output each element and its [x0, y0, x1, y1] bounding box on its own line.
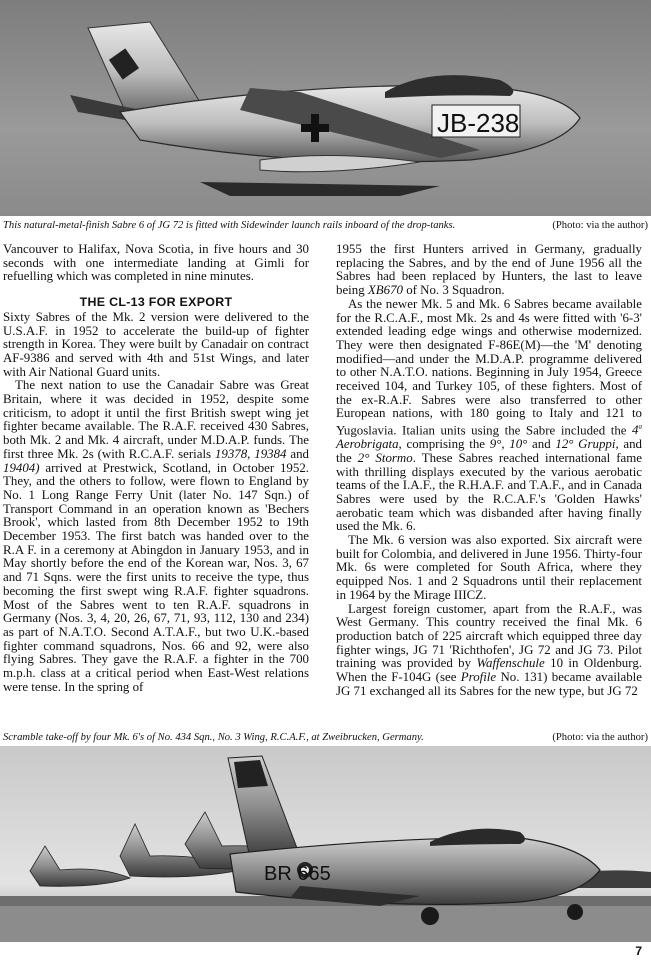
right-p2-text-b: , comprising the: [398, 437, 490, 452]
left-p3-text-a: The next nation to use the Canadair Sabre was Great Britain, where it was decided in 1952, despite some criticism, to adopt it until the first British swept wing jet fighter became available. The R.A.F. received 430 Sabres, both Mk. 2 and Mk. 4 aircraft, under M.D.A.P. funds. The first three Mk. 2s (with R.C.A.F. serials: [3, 378, 309, 461]
right-text-column: [336, 243, 642, 699]
right-paragraph-1: [336, 243, 642, 298]
bottom-aircraft-code: BR 665: [264, 863, 331, 885]
aerobrigata-name: Aerobrigata: [336, 437, 399, 452]
gruppo-1: 9°: [489, 437, 502, 452]
right-p2-text-a: As the newer Mk. 5 and Mk. 6 Sabres became available for the R.C.A.F., most Mk. 2s and 4s were fitted with '6-3' extended leading edge wings and otherwise modernized. They were then designated F-86E(M)—the 'M' denoting modified—and under the M.D.A.P. programme delivered to other N.A.T.O. nations. Beginning in July 1954, Greece received 104, and Turkey 105, of these fighters. Most of the ex-R.A.F. Sabres were also transferred to other European nations, with 180 going to Italy and 121 to Yugoslavia. Italian units using the Sabre included the: [336, 296, 642, 438]
top-aircraft-code: JB-238: [437, 108, 520, 138]
gruppo-separator-3: , and the: [336, 437, 643, 465]
right-paragraph-4: [336, 603, 642, 699]
bottom-caption-text: Scramble take-off by four Mk. 6's of No. 434 Sqn., No. 3 Wing, R.C.A.F., at Zweibrucken, Germany.: [3, 732, 424, 743]
profile-reference: Profile: [460, 670, 497, 685]
scramble-takeoff-illustration: [0, 746, 651, 942]
top-photo-sabre-jg72: [0, 0, 651, 216]
gruppo-2: 10°: [509, 437, 528, 452]
right-p1-text-a: 1955 the first Hunters arrived in Germany, gradually replacing the Sabres, and by the end of June 1956 all the Sabres had been replaced by Hunters, the last to leave being: [336, 242, 642, 298]
section-heading: THE CL-13 FOR EXPORT: [79, 295, 233, 310]
left-paragraph-3: [3, 379, 309, 694]
right-p4-text-c: No. 131) became available JG 71 exchanged all its Sabres for the new type, but JG 72: [336, 670, 642, 698]
gruppo-3: 12° Gruppi: [555, 437, 616, 452]
gruppo-separator-1: ,: [501, 437, 510, 452]
right-p1-text-b: of No. 3 Squadron.: [402, 283, 505, 298]
gruppo-separator-2: and: [527, 437, 556, 452]
left-paragraph-1: Vancouver to Halifax, Nova Scotia, in five hours and 30 seconds with one intermediate landing at Gimli for refuelling which was completed in nine minutes.: [3, 242, 309, 284]
right-paragraph-2: [336, 298, 642, 534]
serial-separator-1: ,: [247, 446, 255, 461]
last-sabre-serial: XB670: [367, 283, 403, 298]
right-p2-text-c: . These Sabres reached international fame with thrilling displays executed by the various aerobatic teams of the I.A.F., the R.H.A.F. and T.A.F., and in Canada Sabres were used by the R.C.A.F.'s 'Golden Hawks' aerobatic team which was disbanded after having finally used the Mk. 6.: [336, 450, 642, 534]
right-p4-text-b: 10 in Oldenburg. When the F-104G (see: [336, 656, 642, 685]
top-photo-caption: [3, 219, 648, 232]
right-paragraph-3: The Mk. 6 version was also exported. Six aircraft were built for Colombia, and delivered in June 1956. Thirty-four Mk. 6s were completed for South Africa, where they equipped Nos. 1 and 2 Squadrons until their replacement in 1964 by the Mirage IIICZ.: [336, 533, 642, 602]
top-caption-credit: (Photo: via the author): [552, 220, 648, 231]
top-caption-text: This natural-metal-finish Sabre 6 of JG 72 is fitted with Sidewinder launch rails inboard of the drop-tanks.: [3, 220, 456, 231]
raf-serial-2: 19384: [254, 446, 287, 461]
left-p3-text-b: arrived at Prestwick, Scotland, in October 1952. They, and the others to follow, were flown to England by No. 1 Long Range Ferry Unit (later No. 147 Sqn.) of Transport Command in an operation known as 'Bechers Brook', which lasted from 8th December 1952 to 19th December 1953. The first batch was handed over to the R.A F. in a ceremony at Abingdon in January 1953, and in May shortly before the end of the Korean war, Nos. 3, 67 and 71 Sqns. were the first units to receive the type, thus becoming the first swept wing R.A.F. fighter squadrons. Most of the Sabres went to ten R.A.F. squadrons in Germany (Nos. 3, 4, 20, 26, 67, 71, 93, 112, 130 and 234) as part of N.A.T.O. Second A.T.A.F., but two U.K.-based fighter command squadrons, Nos. 66 and 92, were also flying Sabres. They gave the R.A.F. a fighter in the 700 m.p.h. class at a critical period when East-West relations were tense. In the spring of: [3, 460, 309, 694]
raf-serial-3: 19404): [3, 460, 40, 475]
aerobrigata-superscript: a: [638, 423, 642, 432]
page-number: 7: [635, 944, 642, 958]
sabre-jg72-illustration: [0, 0, 651, 216]
raf-serial-1: 19378: [214, 446, 248, 461]
aerobrigata-number: 4: [632, 423, 639, 438]
right-p4-text-a: Largest foreign customer, apart from the R.A.F., was West Germany. This country received the final Mk. 6 production batch of 225 aircraft which equipped three day fighter wings, JG 71 'Richthofen', JG 72 and JG 73. Pilot training was provided by: [336, 601, 642, 671]
bottom-photo-scramble: [0, 746, 651, 942]
bottom-photo-caption: [3, 731, 648, 744]
left-text-column: [3, 243, 309, 695]
bottom-caption-credit: (Photo: via the author): [552, 732, 648, 743]
serial-separator-2: and: [286, 446, 309, 461]
stormo-name: 2° Stormo: [357, 450, 413, 465]
left-paragraph-2: Sixty Sabres of the Mk. 2 version were delivered to the U.S.A.F. in 1952 to accelerate the build-up of fighter strength in Korea. They were built by Canadair on contract AF-9386 and served with 4th and 51st Wings, and later with Air National Guard units.: [3, 309, 309, 379]
waffenschule-name: Waffenschule: [476, 656, 545, 671]
